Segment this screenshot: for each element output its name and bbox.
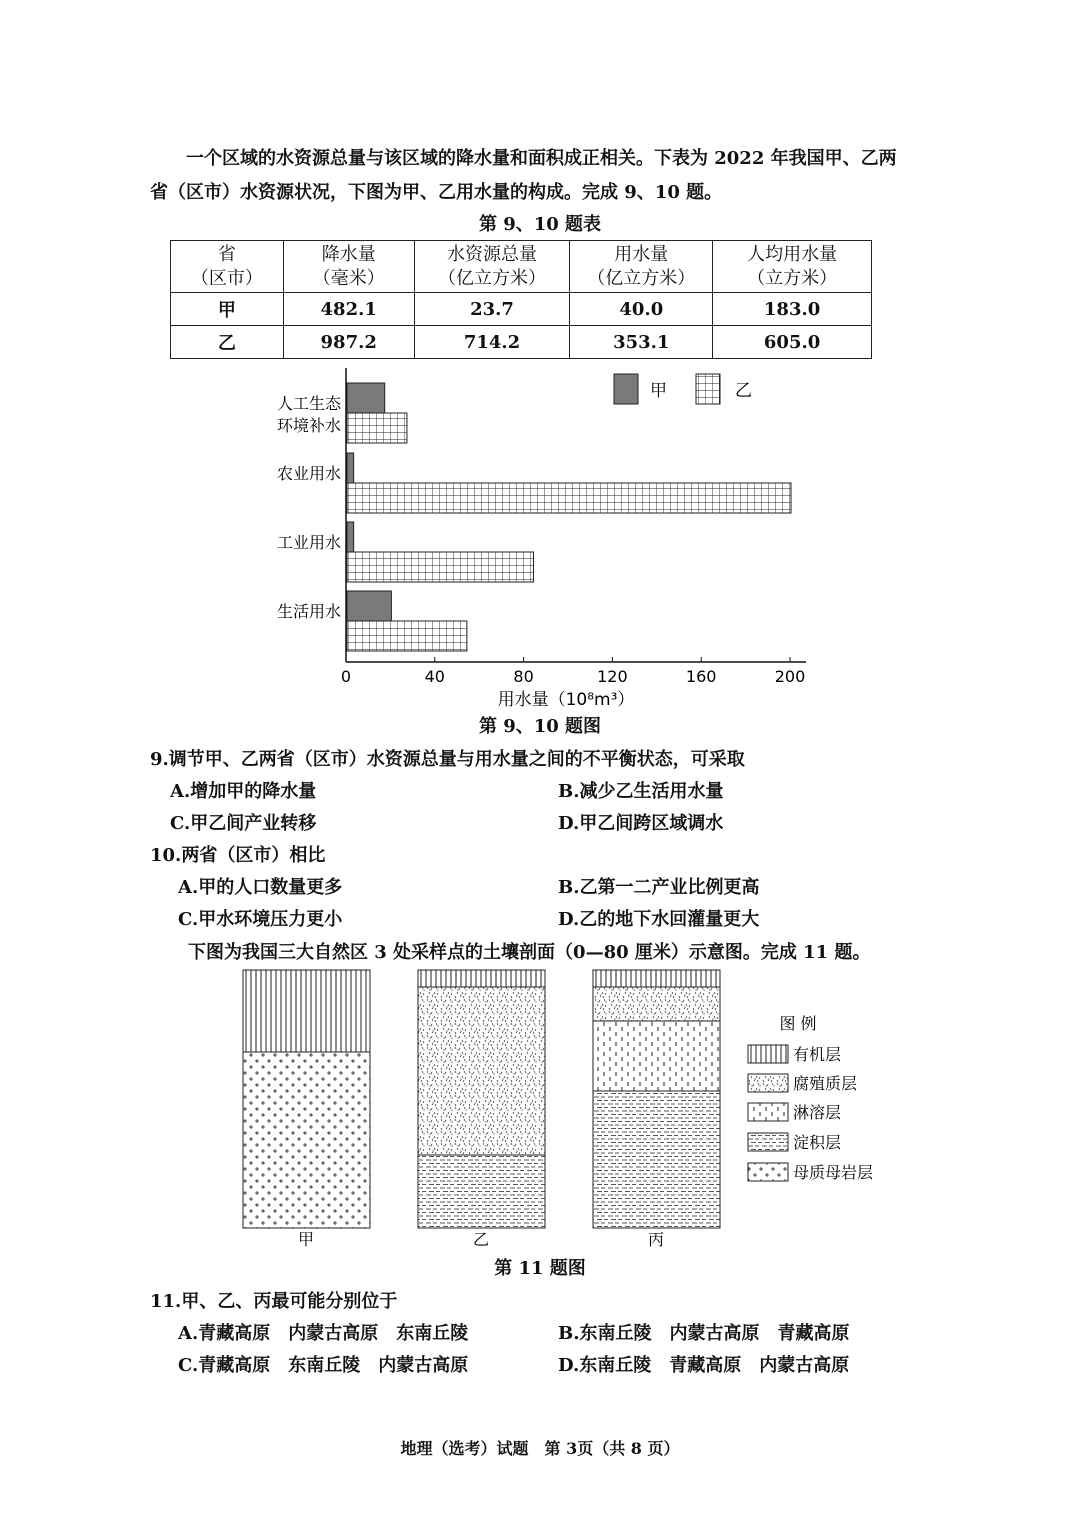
intro-line-2: 省（区市）水资源状况，下图为甲、乙用水量的构成。完成 9、10 题。 xyxy=(150,182,723,203)
q10-stem: 10.两省（区市）相比 xyxy=(150,845,326,866)
table-row xyxy=(171,326,872,359)
soil-profile-figure xyxy=(230,962,910,1254)
soil-profile-jia xyxy=(243,970,370,1228)
category-label: 生活用水 xyxy=(276,602,341,621)
header-water-total: 水资源总量 （亿立方米） xyxy=(414,241,570,293)
layer-leaching xyxy=(593,1021,720,1091)
bar-yi xyxy=(347,413,407,443)
q10-option-c[interactable]: C.甲水环境压力更小 xyxy=(178,909,343,930)
soil-caption: 第 11 题图 xyxy=(494,1258,586,1279)
bar-jia xyxy=(347,383,385,413)
table-cell: 40.0 xyxy=(570,293,713,326)
legend-label-jia: 甲 xyxy=(650,381,667,401)
layer-humus xyxy=(593,987,720,1021)
q9-stem: 9.调节甲、乙两省（区市）水资源总量与用水量之间的不平衡状态，可采取 xyxy=(150,749,745,770)
soil-profile-bing xyxy=(593,970,720,1228)
table-cell: 605.0 xyxy=(713,326,872,359)
q10-option-d[interactable]: D.乙的地下水回灌量更大 xyxy=(558,909,760,930)
layer-organic xyxy=(243,970,370,1052)
soil-legend xyxy=(748,1014,873,1182)
legend-swatch-organic xyxy=(748,1045,788,1063)
layer-parent-rock xyxy=(243,1052,370,1228)
soil-profile-yi xyxy=(418,970,545,1228)
intro-q11: 下图为我国三大自然区 3 处采样点的土壤剖面（0—80 厘米）示意图。完成 11 题。 xyxy=(188,942,871,963)
legend-swatch-leaching xyxy=(748,1103,788,1121)
intro-paragraph xyxy=(150,142,940,210)
header-water-use: 用水量 （亿立方米） xyxy=(570,241,713,293)
bar-jia xyxy=(347,591,391,621)
profile-label-yi: 乙 xyxy=(472,1230,490,1249)
profile-label-bing: 丙 xyxy=(647,1230,665,1249)
header-province: 省 （区市） xyxy=(171,241,284,293)
x-axis-title: 用水量（10⁸m³） xyxy=(497,690,635,710)
table-cell: 23.7 xyxy=(414,293,570,326)
table-header-row xyxy=(171,241,872,293)
q10-option-b[interactable]: B.乙第一二产业比例更高 xyxy=(558,877,760,898)
bar-yi xyxy=(347,552,533,582)
layer-organic xyxy=(418,970,545,987)
layer-organic xyxy=(593,970,720,987)
x-tick-label: 120 xyxy=(597,667,628,686)
bar-jia xyxy=(347,453,354,483)
q11-option-d[interactable]: D.东南丘陵 青藏高原 内蒙古高原 xyxy=(558,1355,850,1376)
bar-yi xyxy=(347,483,791,513)
q11-option-c[interactable]: C.青藏高原 东南丘陵 内蒙古高原 xyxy=(178,1355,469,1376)
header-per-capita: 人均用水量 （立方米） xyxy=(713,241,872,293)
table-cell: 714.2 xyxy=(414,326,570,359)
q11-option-a[interactable]: A.青藏高原 内蒙古高原 东南丘陵 xyxy=(178,1323,469,1344)
legend-swatch-parent-rock xyxy=(748,1163,788,1181)
q9-option-b[interactable]: B.减少乙生活用水量 xyxy=(558,781,724,802)
layer-deposit xyxy=(593,1091,720,1228)
profile-label-jia: 甲 xyxy=(297,1230,315,1249)
category-label: 农业用水 xyxy=(276,464,341,483)
q10-option-a[interactable]: A.甲的人口数量更多 xyxy=(178,877,343,898)
legend-label-deposit: 淀积层 xyxy=(793,1133,842,1152)
page-footer: 地理（选考）试题 第 3页（共 8 页） xyxy=(400,1439,680,1458)
category-label: 人工生态 xyxy=(276,394,341,413)
legend-title: 图 例 xyxy=(779,1014,817,1033)
q9-option-a[interactable]: A.增加甲的降水量 xyxy=(170,781,317,802)
x-tick-label: 40 xyxy=(424,667,445,686)
legend-label-organic: 有机层 xyxy=(793,1045,842,1064)
table-cell: 183.0 xyxy=(713,293,872,326)
q11-stem: 11.甲、乙、丙最可能分别位于 xyxy=(150,1291,398,1312)
q9-option-d[interactable]: D.甲乙间跨区域调水 xyxy=(558,813,724,834)
layer-humus xyxy=(418,987,545,1155)
table-caption: 第 9、10 题表 xyxy=(478,214,602,235)
legend-label-parent-rock: 母质母岩层 xyxy=(793,1163,874,1182)
q11-option-b[interactable]: B.东南丘陵 内蒙古高原 青藏高原 xyxy=(558,1323,850,1344)
water-resource-table xyxy=(170,240,872,359)
category-label-line2: 环境补水 xyxy=(276,416,341,435)
chart-caption: 第 9、10 题图 xyxy=(478,716,602,737)
table-cell: 乙 xyxy=(171,326,284,359)
q9-option-c[interactable]: C.甲乙间产业转移 xyxy=(170,813,317,834)
legend-label-leaching: 淋溶层 xyxy=(793,1103,842,1122)
table-cell: 甲 xyxy=(171,293,284,326)
legend-label-yi: 乙 xyxy=(735,381,752,401)
header-precipitation: 降水量 （毫米） xyxy=(283,241,414,293)
water-use-bar-chart xyxy=(250,362,830,712)
x-tick-label: 160 xyxy=(685,667,717,686)
legend-swatch-jia xyxy=(614,374,638,404)
legend-swatch-yi xyxy=(696,374,720,404)
x-tick-label: 0 xyxy=(340,667,352,686)
layer-deposit xyxy=(418,1155,545,1228)
category-label: 工业用水 xyxy=(276,533,341,552)
table-cell: 987.2 xyxy=(283,326,414,359)
bar-yi xyxy=(347,621,467,651)
bar-jia xyxy=(347,522,354,552)
x-tick-label: 80 xyxy=(513,667,534,686)
legend-swatch-humus xyxy=(748,1074,788,1092)
table-cell: 353.1 xyxy=(570,326,713,359)
legend-label-humus: 腐殖质层 xyxy=(793,1074,858,1093)
legend-swatch-deposit xyxy=(748,1133,788,1151)
intro-line-1: 一个区域的水资源总量与该区域的降水量和面积成正相关。下表为 2022 年我国甲、乙两 xyxy=(186,148,897,169)
table-cell: 482.1 xyxy=(283,293,414,326)
table-row xyxy=(171,293,872,326)
x-tick-label: 200 xyxy=(774,667,806,686)
